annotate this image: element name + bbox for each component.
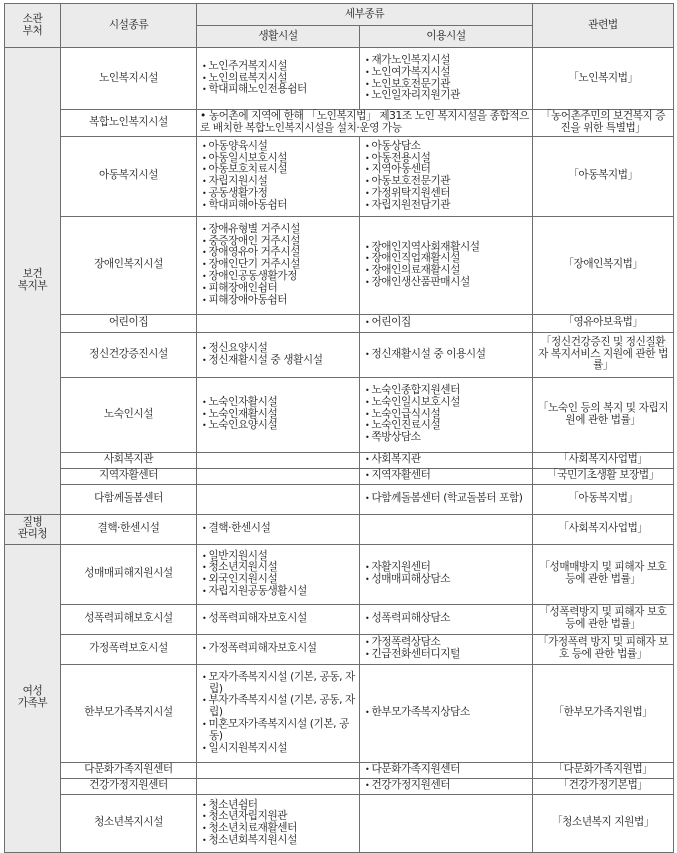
ministry-cell: 여성 가족부 xyxy=(5,544,61,852)
list-item: • 자활지원센터 xyxy=(363,562,529,574)
related-law: 「사회복지사업법」 xyxy=(533,452,674,468)
list-item: • 장애인직업재활시설 xyxy=(363,253,529,265)
facility-name: 결핵·한센시설 xyxy=(61,514,197,544)
list-item: • 장애인의료재활시설 xyxy=(363,265,529,277)
use-list xyxy=(363,470,529,482)
related-law: 「국민기초생활 보장법」 xyxy=(533,468,674,484)
use-facility-cell xyxy=(360,332,533,377)
list-item: • 사회복지관 xyxy=(363,454,529,466)
list-item: • 쪽방상담소 xyxy=(363,432,529,444)
use-facility-cell xyxy=(360,634,533,664)
table-row xyxy=(5,110,674,137)
header-living-facility: 생활시설 xyxy=(197,26,360,48)
list-item: • 청소년지원시설 xyxy=(200,562,356,574)
list-item: • 노인주거복지시설 xyxy=(200,61,356,73)
use-facility-cell xyxy=(360,664,533,762)
facility-name: 지역자활센터 xyxy=(61,468,197,484)
list-item: • 자립지원전담기관 xyxy=(363,200,529,212)
use-list xyxy=(363,242,529,289)
facility-name: 아동복지시설 xyxy=(61,136,197,216)
list-item: • 청소년자립지원관 xyxy=(200,811,356,823)
living-facility-cell xyxy=(197,216,360,314)
list-item: • 외국인지원시설 xyxy=(200,574,356,586)
living-list xyxy=(200,523,356,535)
table-row xyxy=(5,452,674,468)
use-facility-cell xyxy=(360,48,533,110)
facility-name: 가정폭력보호시설 xyxy=(61,634,197,664)
facility-name: 노인복지시설 xyxy=(61,48,197,110)
table-row xyxy=(5,604,674,634)
living-facility-cell xyxy=(197,794,360,852)
related-law: 「노인복지법」 xyxy=(533,48,674,110)
list-item: • 일시지원복지시설 xyxy=(200,743,356,755)
list-item: • 결핵·한센시설 xyxy=(200,523,356,535)
use-list xyxy=(363,780,529,792)
use-list xyxy=(363,637,529,661)
list-item: • 노숙인재활시설 xyxy=(200,409,356,421)
list-item: • 장애인단기 거주시설 xyxy=(200,259,356,271)
living-facility-cell xyxy=(197,332,360,377)
facility-name: 사회복지관 xyxy=(61,452,197,468)
list-item: • 노인보호전문기관 xyxy=(363,79,529,91)
list-item: • 학대피해아동쉼터 xyxy=(200,200,356,212)
list-item: • 일반지원시설 xyxy=(200,551,356,563)
living-facility-cell xyxy=(197,468,360,484)
use-list xyxy=(363,349,529,361)
use-list xyxy=(363,613,529,625)
list-item: • 청소년쉼터 xyxy=(200,800,356,812)
list-item: • 다문화가족지원센터 xyxy=(363,764,529,776)
related-law: 「성매매방지 및 피해자 보호 등에 관한 법률」 xyxy=(533,544,674,604)
list-item: • 아동전용시설 xyxy=(363,153,529,165)
use-facility-cell xyxy=(360,762,533,778)
table-row xyxy=(5,634,674,664)
living-list xyxy=(200,551,356,598)
list-item: • 청소년치료재활센터 xyxy=(200,823,356,835)
living-facility-cell xyxy=(197,484,360,514)
list-item: • 노숙인자활시설 xyxy=(200,397,356,409)
living-list xyxy=(200,343,356,367)
list-item: • 피해장애인쉼터 xyxy=(200,283,356,295)
list-item: • 아동보호치료시설 xyxy=(200,164,356,176)
header-related-law: 관련법 xyxy=(533,4,674,48)
use-facility-cell xyxy=(360,452,533,468)
living-facility-cell xyxy=(197,762,360,778)
table-row xyxy=(5,332,674,377)
facility-name: 복합노인복지시설 xyxy=(61,110,197,137)
use-list xyxy=(363,764,529,776)
list-item: • 피해장애아동쉼터 xyxy=(200,295,356,307)
use-facility-cell xyxy=(360,484,533,514)
related-law: 「가정폭력 방지 및 피해자 보호 등에 관한 법률」 xyxy=(533,634,674,664)
use-facility-cell xyxy=(360,778,533,794)
list-item: • 한부모가족복지상담소 xyxy=(363,707,529,719)
use-facility-cell xyxy=(360,544,533,604)
merged-detail: • 농어촌에 지역에 한해 「노인복지법」 제31조 노인 복지시설을 종합적으로 배치한 복합노인복지시설을 설치·운영 가능 xyxy=(197,110,533,137)
living-facility-cell xyxy=(197,778,360,794)
use-facility-cell xyxy=(360,514,533,544)
list-item: • 노인여가복지시설 xyxy=(363,67,529,79)
list-item: • 장애인공동생활가정 xyxy=(200,271,356,283)
related-law: 「아동복지법」 xyxy=(533,484,674,514)
table-row xyxy=(5,514,674,544)
living-facility-cell xyxy=(197,314,360,332)
table-row xyxy=(5,216,674,314)
related-law: 「사회복지사업법」 xyxy=(533,514,674,544)
table-row xyxy=(5,544,674,604)
facility-name: 다함께돌봄센터 xyxy=(61,484,197,514)
related-law: 「건강가정기본법」 xyxy=(533,778,674,794)
use-facility-cell xyxy=(360,794,533,852)
facility-table xyxy=(4,3,674,853)
facility-name: 어린이집 xyxy=(61,314,197,332)
living-facility-cell xyxy=(197,544,360,604)
living-facility-cell xyxy=(197,514,360,544)
list-item: • 가정폭력상담소 xyxy=(363,637,529,649)
facility-name: 성매매피해지원시설 xyxy=(61,544,197,604)
related-law: 「성폭력방지 및 피해자 보호 등에 관한 법률」 xyxy=(533,604,674,634)
table-row xyxy=(5,314,674,332)
table-row xyxy=(5,664,674,762)
use-facility-cell xyxy=(360,377,533,452)
living-list xyxy=(200,672,356,755)
living-list xyxy=(200,61,356,96)
list-item: • 아동상담소 xyxy=(363,141,529,153)
facility-name: 정신건강증진시설 xyxy=(61,332,197,377)
header-ministry: 소관 부처 xyxy=(5,4,61,48)
header-detail-type: 세부종류 xyxy=(197,4,533,26)
list-item: • 아동일시보호시설 xyxy=(200,153,356,165)
list-item: • 다함께돌봄센터 (학교돌봄터 포함) xyxy=(363,493,529,505)
use-facility-cell xyxy=(360,216,533,314)
table-row xyxy=(5,48,674,110)
related-law: 「노숙인 등의 복지 및 자립지원에 관한 법률」 xyxy=(533,377,674,452)
table-row xyxy=(5,484,674,514)
facility-name: 성폭력피해보호시설 xyxy=(61,604,197,634)
use-facility-cell xyxy=(360,136,533,216)
list-item: • 청소년회복지원시설 xyxy=(200,835,356,847)
facility-name: 건강가정지원센터 xyxy=(61,778,197,794)
related-law: 「영유아보육법」 xyxy=(533,314,674,332)
list-item: • 아동보호전문기관 xyxy=(363,176,529,188)
use-facility-cell xyxy=(360,314,533,332)
use-facility-cell xyxy=(360,468,533,484)
facility-name: 장애인복지시설 xyxy=(61,216,197,314)
list-item: • 어린이집 xyxy=(363,317,529,329)
living-list xyxy=(200,224,356,307)
living-list xyxy=(200,800,356,847)
use-list xyxy=(363,385,529,444)
use-list xyxy=(363,454,529,466)
use-list xyxy=(363,55,529,102)
use-list xyxy=(363,562,529,586)
living-facility-cell xyxy=(197,377,360,452)
living-facility-cell xyxy=(197,604,360,634)
living-facility-cell xyxy=(197,136,360,216)
list-item: • 장애영유아 거주시설 xyxy=(200,247,356,259)
list-item: • 성매매피해상담소 xyxy=(363,574,529,586)
living-facility-cell xyxy=(197,634,360,664)
related-law: 「정신건강증진 및 정신질환자 복지서비스 지원에 관한 법률」 xyxy=(533,332,674,377)
living-list xyxy=(200,643,356,655)
table-row xyxy=(5,762,674,778)
list-item: • 공동생활가정 xyxy=(200,188,356,200)
list-item: • 노숙인요양시설 xyxy=(200,420,356,432)
list-item: • 가정위탁지원센터 xyxy=(363,188,529,200)
list-item: • 지역자활센터 xyxy=(363,470,529,482)
list-item: • 아동양육시설 xyxy=(200,141,356,153)
list-item: • 가정폭력피해자보호시설 xyxy=(200,643,356,655)
living-list xyxy=(200,613,356,625)
list-item: • 지역아동센터 xyxy=(363,164,529,176)
use-list xyxy=(363,141,529,212)
list-item: • 노숙인종합지원센터 xyxy=(363,385,529,397)
related-law: 「농어촌주민의 보건복지 증진을 위한 특별법」 xyxy=(533,110,674,137)
list-item: • 노인의료복지시설 xyxy=(200,73,356,85)
header-facility-type: 시설종류 xyxy=(61,4,197,48)
related-law: 「청소년복지 지원법」 xyxy=(533,794,674,852)
living-list xyxy=(200,141,356,212)
list-item: • 장애인생산품판매시설 xyxy=(363,277,529,289)
list-item: • 학대피해노인전용쉼터 xyxy=(200,84,356,96)
living-facility-cell xyxy=(197,48,360,110)
list-item: • 자립지원공동생활시설 xyxy=(200,586,356,598)
list-item: • 노숙인진료시설 xyxy=(363,420,529,432)
living-list xyxy=(200,397,356,432)
list-item: • 성폭력피해자보호시설 xyxy=(200,613,356,625)
list-item: • 정신재활시설 중 생활시설 xyxy=(200,355,356,367)
list-item: • 장애인지역사회재활시설 xyxy=(363,242,529,254)
list-item: • 정신재활시설 중 이용시설 xyxy=(363,349,529,361)
use-list xyxy=(363,493,529,505)
list-item: • 중증장애인 거주시설 xyxy=(200,236,356,248)
list-item: • 자립지원시설 xyxy=(200,176,356,188)
list-item: • 재가노인복지시설 xyxy=(363,55,529,67)
living-facility-cell xyxy=(197,664,360,762)
list-item: • 성폭력피해상담소 xyxy=(363,613,529,625)
list-item: • 건강가정지원센터 xyxy=(363,780,529,792)
related-law: 「한부모가족지원법」 xyxy=(533,664,674,762)
list-item: • 정신요양시설 xyxy=(200,343,356,355)
list-item: • 장애유형별 거주시설 xyxy=(200,224,356,236)
table-row xyxy=(5,468,674,484)
table-row xyxy=(5,377,674,452)
list-item: • 노숙인일시보호시설 xyxy=(363,397,529,409)
list-item: • 미혼모자가족복지시설 (기본, 공동) xyxy=(200,719,356,743)
ministry-cell: 보건 복지부 xyxy=(5,48,61,515)
list-item: • 노인일자리지원기관 xyxy=(363,90,529,102)
use-facility-cell xyxy=(360,604,533,634)
table-row xyxy=(5,778,674,794)
list-item: • 긴급전화센터디지털 xyxy=(363,649,529,661)
table-row xyxy=(5,136,674,216)
use-list xyxy=(363,707,529,719)
list-item: • 모자가족복지시설 (기본, 공동, 자립) xyxy=(200,672,356,696)
ministry-cell: 질병 관리청 xyxy=(5,514,61,544)
living-facility-cell xyxy=(197,452,360,468)
use-list xyxy=(363,317,529,329)
list-item: • 부자가족복지시설 (기본, 공동, 자립) xyxy=(200,695,356,719)
related-law: 「다문화가족지원법」 xyxy=(533,762,674,778)
facility-name: 청소년복지시설 xyxy=(61,794,197,852)
facility-name: 한부모가족복지시설 xyxy=(61,664,197,762)
facility-name: 다문화가족지원센터 xyxy=(61,762,197,778)
related-law: 「아동복지법」 xyxy=(533,136,674,216)
header-use-facility: 이용시설 xyxy=(360,26,533,48)
facility-name: 노숙인시설 xyxy=(61,377,197,452)
list-item: • 노숙인급식시설 xyxy=(363,409,529,421)
related-law: 「장애인복지법」 xyxy=(533,216,674,314)
table-row xyxy=(5,794,674,852)
